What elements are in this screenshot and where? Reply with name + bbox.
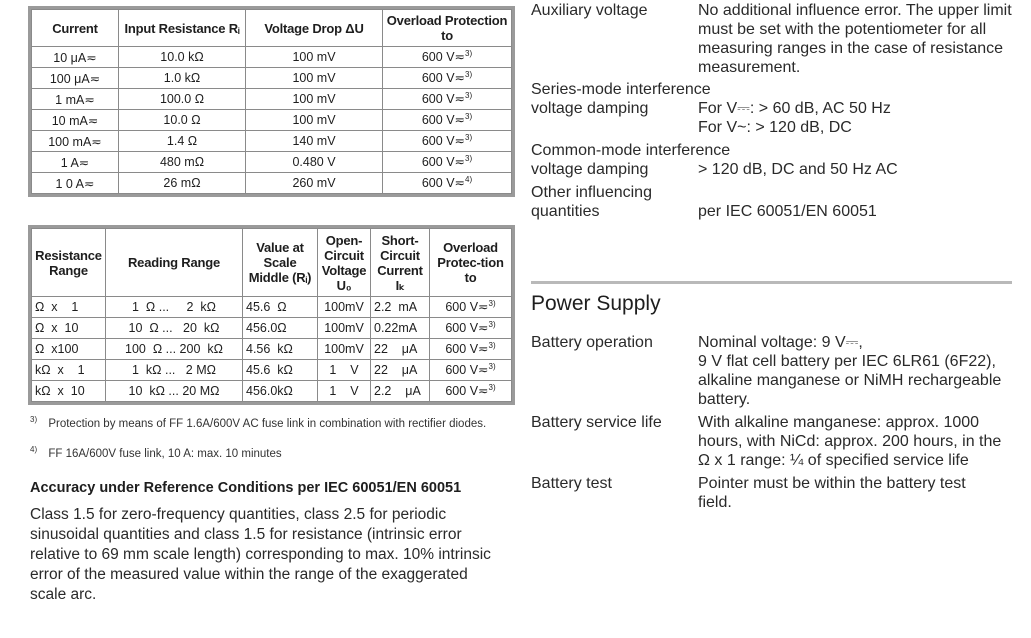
overload-value: 600 V≂: [421, 92, 465, 107]
header-resistance-range: Resistance Range: [32, 229, 106, 297]
footnote-4-mark: 4): [30, 445, 38, 454]
footnote-ref: 3): [465, 91, 473, 101]
footnote-ref: 3): [465, 154, 473, 164]
header-open-circuit: Open-Circuit Voltage U₀: [318, 229, 371, 297]
cell-open-voltage: 100mV: [318, 297, 371, 318]
cell-range: Ω x 10: [32, 318, 106, 339]
overload-value: 600 V≂: [421, 134, 465, 149]
cell-scale-middle: 456.0Ω: [243, 318, 318, 339]
overload-value: 600 V≂: [445, 384, 489, 399]
cell-short-current: 22 μA: [371, 339, 430, 360]
cell-overload: [383, 173, 512, 194]
cell-range: Ω x100: [32, 339, 106, 360]
table-row: [32, 89, 512, 110]
power-supply-heading: Power Supply: [531, 292, 661, 315]
footnote-3-mark: 3): [30, 415, 38, 424]
header-overload-2: Overload Protec-tion to: [430, 229, 512, 297]
footnote-3: [30, 413, 505, 431]
section-divider: [531, 281, 1012, 284]
cell-short-current: 2.2 μA: [371, 381, 430, 402]
cell-overload: [383, 131, 512, 152]
overload-value: 600 V≂: [445, 342, 489, 357]
overload-value: 600 V≂: [421, 113, 465, 128]
header-overload: Overload Protection to: [383, 10, 512, 47]
footnote-ref: 3): [465, 133, 473, 143]
footnote-ref: 3): [488, 320, 496, 330]
cell-reading-range: 10 kΩ ... 20 MΩ: [106, 381, 243, 402]
overload-value: 600 V≂: [421, 176, 465, 191]
header-input-resistance: Input Resistance Rᵢ: [119, 10, 246, 47]
cell-voltage-drop: 100 mV: [246, 68, 383, 89]
cell-current: 1 mA≂: [32, 89, 119, 110]
cell-overload: [430, 318, 512, 339]
cell-current: 100 μA≂: [32, 68, 119, 89]
cell-current: 10 μA≂: [32, 47, 119, 68]
cell-reading-range: 1 Ω ... 2 kΩ: [106, 297, 243, 318]
cell-current: 100 mA≂: [32, 131, 119, 152]
footnote-ref: 3): [488, 341, 496, 351]
overload-value: 600 V≂: [421, 50, 465, 65]
overload-value: 600 V≂: [421, 71, 465, 86]
table-row: [32, 318, 512, 339]
series-mode-label-1: Series-mode interference: [531, 81, 711, 98]
cell-overload: [383, 152, 512, 173]
table-row: [32, 131, 512, 152]
table-row: [32, 173, 512, 194]
overload-value: 600 V≂: [421, 155, 465, 170]
battery-operation-label: Battery operation: [531, 334, 653, 351]
table-row: [32, 152, 512, 173]
cell-resistance: 10.0 Ω: [119, 110, 246, 131]
footnote-ref: 3): [488, 362, 496, 372]
table-row: [32, 47, 512, 68]
cell-scale-middle: 45.6 Ω: [243, 297, 318, 318]
battery-life-value: With alkaline manganese: approx. 1000 hours, with NiCd: approx. 200 hours, in the Ω x 1 range: ¼ of specified service life: [698, 414, 1002, 469]
cell-open-voltage: 1 V: [318, 360, 371, 381]
cell-current: 1 A≂: [32, 152, 119, 173]
cell-scale-middle: 45.6 kΩ: [243, 360, 318, 381]
table-row: [32, 68, 512, 89]
cell-short-current: 0.22mA: [371, 318, 430, 339]
cell-range: kΩ x 1: [32, 360, 106, 381]
common-mode-value: > 120 dB, DC and 50 Hz AC: [698, 161, 898, 178]
cell-overload: [430, 381, 512, 402]
cell-open-voltage: 1 V: [318, 381, 371, 402]
footnote-ref: 3): [488, 383, 496, 393]
table-row: [32, 381, 512, 402]
cell-overload: [383, 110, 512, 131]
cell-resistance: 100.0 Ω: [119, 89, 246, 110]
table-row: [32, 297, 512, 318]
aux-voltage-value: No additional influence error. The upper limit must be set with the potentiometer for all measuring ranges in the case of resistance measurement.: [698, 2, 1012, 76]
footnote-ref: 3): [465, 112, 473, 122]
table-row: [32, 110, 512, 131]
other-quantities-label-1: Other influencing: [531, 184, 652, 201]
battery-test-label: Battery test: [531, 475, 612, 492]
accuracy-text: Class 1.5 for zero-frequency quantities, class 2.5 for periodic sinusoidal quantities and class 1.5 for resistance (intrinsic error relative to 69 mm scale length) corresponding to max. 10% intrinsic error of the measured value within the range of the exaggerated scale arc.: [30, 506, 491, 603]
cell-voltage-drop: 100 mV: [246, 47, 383, 68]
current-table: [28, 6, 515, 197]
cell-overload: [383, 89, 512, 110]
header-voltage-drop: Voltage Drop ΔU: [246, 10, 383, 47]
cell-resistance: 10.0 kΩ: [119, 47, 246, 68]
cell-current: 10 mA≂: [32, 110, 119, 131]
table-row: [32, 339, 512, 360]
footnote-ref: 3): [465, 49, 473, 59]
battery-operation-value-2: 9 V flat cell battery per IEC 6LR61 (6F22), alkaline manganese or NiMH rechargeable battery.: [698, 353, 1002, 408]
series-mode-label-2: voltage damping: [531, 100, 649, 117]
header-reading-range: Reading Range: [106, 229, 243, 297]
table-row: [32, 360, 512, 381]
other-quantities-value: per IEC 60051/EN 60051: [698, 203, 877, 220]
cell-voltage-drop: 100 mV: [246, 89, 383, 110]
cell-range: Ω x 1: [32, 297, 106, 318]
cell-short-current: 22 μA: [371, 360, 430, 381]
footnote-4: [30, 443, 505, 461]
cell-resistance: 480 mΩ: [119, 152, 246, 173]
footnote-3-text: Protection by means of FF 1.6A/600V AC fuse link in combination with rectifier diodes.: [48, 417, 487, 430]
cell-voltage-drop: 260 mV: [246, 173, 383, 194]
resistance-table: [28, 225, 515, 405]
cell-scale-middle: 456.0kΩ: [243, 381, 318, 402]
cell-overload: [430, 297, 512, 318]
cell-overload: [383, 47, 512, 68]
cell-resistance: 1.4 Ω: [119, 131, 246, 152]
cell-resistance: 1.0 kΩ: [119, 68, 246, 89]
cell-reading-range: 100 Ω ... 200 kΩ: [106, 339, 243, 360]
cell-reading-range: 1 kΩ ... 2 MΩ: [106, 360, 243, 381]
cell-overload: [430, 360, 512, 381]
overload-value: 600 V≂: [445, 363, 489, 378]
cell-voltage-drop: 0.480 V: [246, 152, 383, 173]
battery-operation-value-1: Nominal voltage: 9 V⎓,: [698, 334, 863, 351]
footnote-ref: 3): [465, 70, 473, 80]
series-mode-value-2: For V~: > 120 dB, DC: [698, 119, 852, 136]
cell-short-current: 2.2 mA: [371, 297, 430, 318]
cell-resistance: 26 mΩ: [119, 173, 246, 194]
cell-open-voltage: 100mV: [318, 318, 371, 339]
cell-open-voltage: 100mV: [318, 339, 371, 360]
series-mode-value-1: For V⎓: > 60 dB, AC 50 Hz: [698, 100, 891, 117]
cell-current: 1 0 A≂: [32, 173, 119, 194]
overload-value: 600 V≂: [445, 321, 489, 336]
cell-reading-range: 10 Ω ... 20 kΩ: [106, 318, 243, 339]
footnote-4-text: FF 16A/600V fuse link, 10 A: max. 10 minutes: [48, 447, 282, 460]
battery-life-label: Battery service life: [531, 414, 662, 431]
footnote-ref: 3): [488, 299, 496, 309]
common-mode-label-2: voltage damping: [531, 161, 649, 178]
header-current: Current: [32, 10, 119, 47]
cell-range: kΩ x 10: [32, 381, 106, 402]
header-scale-middle: Value at Scale Middle (Rᵢ): [243, 229, 318, 297]
cell-scale-middle: 4.56 kΩ: [243, 339, 318, 360]
cell-voltage-drop: 140 mV: [246, 131, 383, 152]
cell-overload: [383, 68, 512, 89]
footnote-ref: 4): [465, 175, 473, 185]
other-quantities-label-2: quantities: [531, 203, 600, 220]
cell-overload: [430, 339, 512, 360]
cell-voltage-drop: 100 mV: [246, 110, 383, 131]
common-mode-label-1: Common-mode interference: [531, 142, 731, 159]
header-short-circuit: Short-Circuit Current Iₖ: [371, 229, 430, 297]
battery-test-value: Pointer must be within the battery test field.: [698, 475, 966, 511]
accuracy-heading: Accuracy under Reference Conditions per IEC 60051/EN 60051: [30, 480, 462, 496]
overload-value: 600 V≂: [445, 300, 489, 315]
aux-voltage-label: Auxiliary voltage: [531, 2, 648, 19]
